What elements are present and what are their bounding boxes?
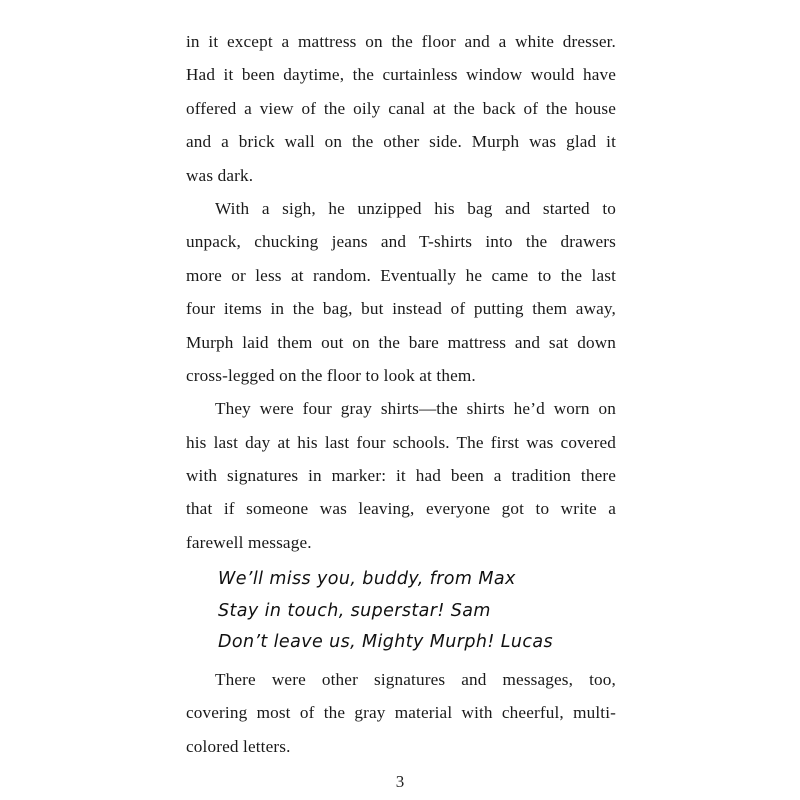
signature-lucas: Don’t leave us, Mighty Murph! Lucas <box>218 632 554 653</box>
text-line: offered a view of the oily canal at the back of the house <box>186 98 616 118</box>
signature-sam: Stay in touch, superstar! Sam <box>218 600 491 621</box>
text-line: more or less at random. Eventually he came to the last <box>186 265 616 285</box>
text-line: farewell message. <box>186 532 312 552</box>
text-line: Murph laid them out on the bare mattress and sat down <box>186 332 616 352</box>
text-line: cross-legged on the floor to look at them. <box>186 365 476 385</box>
text-line: in it except a mattress on the floor and a white dresser. <box>186 32 616 51</box>
text-line: and a brick wall on the other side. Murph was glad it <box>186 132 616 152</box>
body-text <box>186 25 616 763</box>
paragraph <box>186 25 616 192</box>
text-line: that if someone was leaving, everyone got to write a <box>186 499 616 519</box>
text-line: with signatures in marker: it had been a tradition there <box>186 466 616 486</box>
text-line: unpack, chucking jeans and T-shirts into the drawers <box>186 232 616 252</box>
handwritten-signatures <box>186 564 616 659</box>
paragraph <box>186 663 616 763</box>
text-line: With a sigh, he unzipped his bag and started to <box>215 198 616 218</box>
text-line: They were four gray shirts—the shirts he’d worn on <box>215 399 616 419</box>
page-number: 3 <box>395 772 405 791</box>
text-line: four items in the bag, but instead of putting them away, <box>186 299 616 319</box>
paragraph <box>186 392 616 559</box>
text-line: Had it been daytime, the curtainless window would have <box>186 65 616 85</box>
text-line: his last day at his last four schools. The first was covered <box>186 432 616 452</box>
signature-max: We’ll miss you, buddy, from Max <box>218 569 516 590</box>
text-line: colored letters. <box>186 736 291 756</box>
text-line: was dark. <box>186 165 254 185</box>
paragraph <box>186 192 616 392</box>
text-line: There were other signatures and messages, too, <box>215 670 616 690</box>
text-line: covering most of the gray material with cheerful, multi- <box>186 703 616 723</box>
